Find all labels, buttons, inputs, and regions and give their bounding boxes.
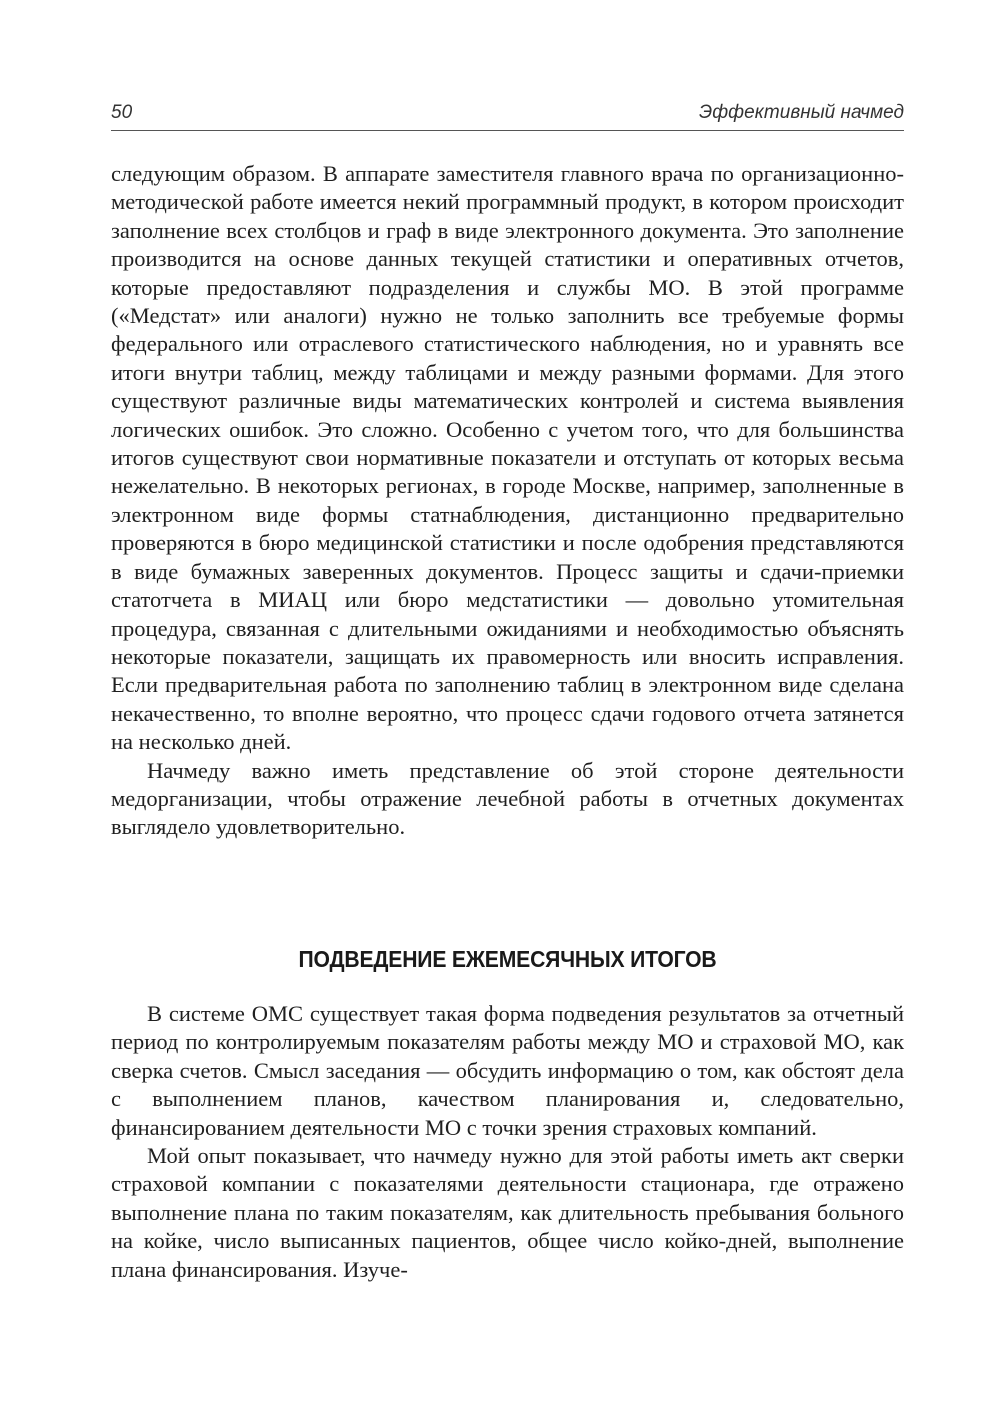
page-number: 50 (111, 102, 133, 123)
paragraph-continued: следующим образом. В аппарате заместителя главного врача по организационно-методической работе имеется некий программный продукт, в котором происходит заполнение всех столбцов и граф в виде электронного документа. Это заполнение производится на основе данных текущей статистики и оперативных отчетов, которые предоставляют подразделения и службы МО. В этой программе («Медстат» или аналоги) нужно не только заполнить все требуемые формы федерального или отраслевого статистического наблюдения, но и уравнять все итоги внутри таблиц, между таблицами и между разными формами. Для этого существуют различные виды математических контролей и система выявления логических ошибок. Это сложно. Особенно с учетом того, что для большинства итогов существуют свои нормативные показатели и отступать от которых весьма нежелательно. В некоторых регионах, в городе Москве, например, заполненные в электронном виде формы статнаблюдения, дистанционно предварительно проверяются в бюро медицинской статистики и после одобрения представляются в виде бумажных заверенных документов. Процесс защиты и сдачи-приемки статотчета в МИАЦ или бюро медстатистики — довольно утомительная процедура, связанная с длительными ожиданиями и необходимостью объяснять некоторые показатели, защищать их правомерность или вносить исправления. Если предварительная работа по заполнению таблиц в электронном виде сделана некачественно, то вполне вероятно, что процесс сдачи годового отчета затянется на несколько дней. (111, 161, 904, 755)
body-text-section (111, 1000, 904, 1284)
paragraph: Начмеду важно иметь представление об этой стороне деятельности медорганизации, чтобы отражение лечебной работы в отчетных документах выглядело удовлетворительно. (111, 757, 904, 840)
page-header (111, 100, 904, 131)
paragraph: Мой опыт показывает, что начмеду нужно для этой работы иметь акт сверки страховой компании с показателями деятельности стационара, где отражено выполнение плана по таким показателям, как длительность пребывания больного на койке, число выписанных пациентов, общее число койко-дней, выполнение плана финансирования. Изуче- (111, 1143, 904, 1282)
paragraph: В системе ОМС существует такая форма подведения результатов за отчетный период по контролируемым показателям работы между МО и страховой МО, как сверка счетов. Смысл заседания — обсудить информацию о том, как обстоят дела с выполнением планов, качеством планирования и, следовательно, финансированием деятельности МО с точки зрения страховых компаний. (111, 1001, 904, 1140)
section-heading: ПОДВЕДЕНИЕ ЕЖЕМЕСЯЧНЫХ ИТОГОВ (298, 946, 717, 972)
running-title: Эффективный начмед (699, 102, 904, 123)
body-text-top (111, 160, 904, 842)
